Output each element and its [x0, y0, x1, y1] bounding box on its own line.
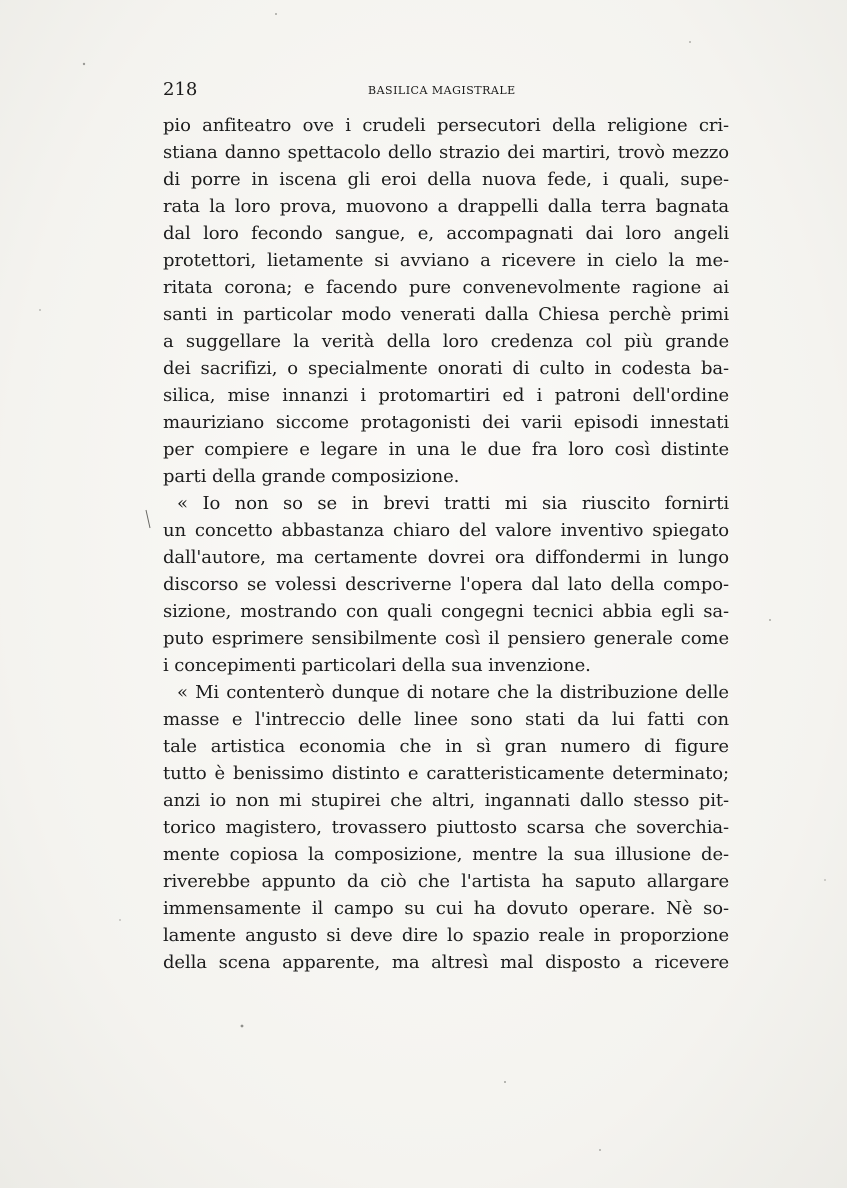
- text-line: tale artistica economia che in sì gran numero di figure: [163, 736, 729, 757]
- text-line: santi in particolar modo venerati dalla Chiesa perchè primi: [163, 304, 729, 325]
- text-line: mauriziano siccome protagonisti dei varii episodi innestati: [163, 412, 729, 433]
- text-line: i concepimenti particolari della sua invenzione.: [163, 655, 591, 676]
- text-line: « Io non so se in brevi tratti mi sia riuscito fornirti: [177, 493, 729, 514]
- text-line: un concetto abbastanza chiaro del valore inventivo spiegato: [163, 520, 729, 541]
- text-line: a suggellare la verità della loro credenza col più grande: [163, 331, 729, 352]
- text-line: dei sacrifizi, o specialmente onorati di culto in codesta ba-: [163, 358, 729, 379]
- text-line: anzi io non mi stupirei che altri, ingannati dallo stesso pit-: [163, 790, 729, 811]
- text-line: mente copiosa la composizione, mentre la sua illusione de-: [163, 844, 729, 865]
- body-text: [163, 112, 729, 976]
- text-line: masse e l'intreccio delle linee sono stati da lui fatti con: [163, 709, 729, 730]
- text-line: discorso se volessi descriverne l'opera dal lato della compo-: [163, 574, 729, 595]
- text-line: stiana danno spettacolo dello strazio dei martiri, trovò mezzo: [163, 142, 729, 163]
- text-line: tutto è benissimo distinto e caratteristicamente determinato;: [163, 763, 729, 784]
- text-line: puto esprimere sensibilmente così il pensiero generale come: [163, 628, 729, 649]
- text-line: dall'autore, ma certamente dovrei ora diffondermi in lungo: [163, 547, 729, 568]
- running-head: [163, 78, 730, 102]
- text-line: silica, mise innanzi i protomartiri ed i patroni dell'ordine: [163, 385, 729, 406]
- text-line: sizione, mostrando con quali congegni tecnici abbia egli sa-: [163, 601, 729, 622]
- text-line: pio anfiteatro ove i crudeli persecutori della religione cri-: [163, 115, 729, 136]
- text-line: per compiere e legare in una le due fra loro così distinte: [163, 439, 729, 460]
- text-line: parti della grande composizione.: [163, 466, 460, 487]
- page-number: 218: [163, 79, 198, 100]
- text-line: dal loro fecondo sangue, e, accompagnati dai loro angeli: [163, 223, 729, 244]
- text-line: immensamente il campo su cui ha dovuto operare. Nè so-: [163, 898, 729, 919]
- text-line: ritata corona; e facendo pure convenevolmente ragione ai: [163, 277, 729, 298]
- text-line: della scena apparente, ma altresì mal disposto a ricevere: [163, 952, 729, 973]
- text-line: « Mi contenterò dunque di notare che la distribuzione delle: [177, 682, 729, 703]
- text-line: rata la loro prova, muovono a drappelli dalla terra bagnata: [163, 196, 729, 217]
- text-line: riverebbe appunto da ciò che l'artista ha saputo allargare: [163, 871, 729, 892]
- text-line: protettori, lietamente si avviano a ricevere in cielo la me-: [163, 250, 729, 271]
- text-line: torico magistero, trovassero piuttosto scarsa che soverchia-: [163, 817, 729, 838]
- running-title: BASILICA MAGISTRALE: [368, 84, 516, 97]
- text-line: lamente angusto si deve dire lo spazio reale in proporzione: [163, 925, 729, 946]
- text-line: di porre in iscena gli eroi della nuova fede, i quali, supe-: [163, 169, 729, 190]
- margin-mark: [146, 510, 150, 528]
